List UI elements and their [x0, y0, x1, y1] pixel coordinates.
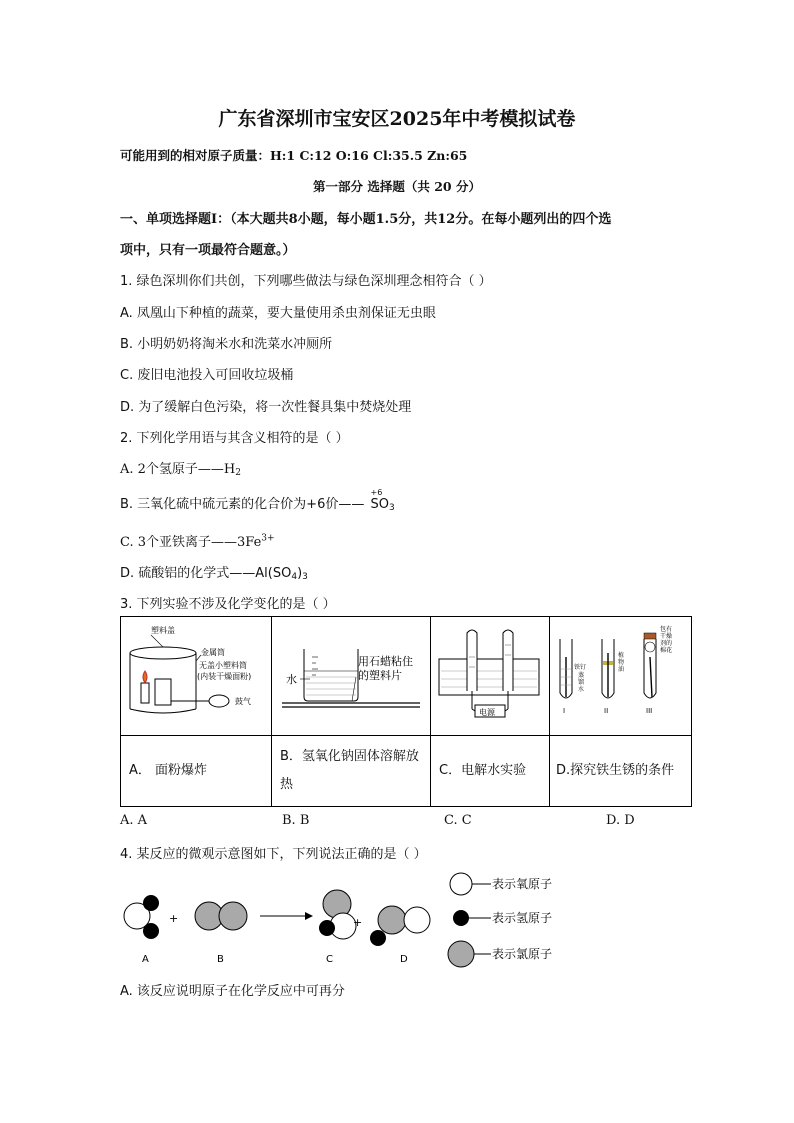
- iron-rust-test-tubes-diagram: [550, 617, 691, 731]
- svg-text:电源: 电源: [479, 708, 495, 717]
- q4-stem: 4. 某反应的微观示意图如下，下列说法正确的是（ ）: [120, 847, 427, 862]
- water-electrolysis-diagram: [431, 617, 549, 731]
- q1-option-b: B. 小明奶奶将淘米水和洗菜水冲厕所: [120, 337, 333, 352]
- svg-text:的塑料片: 的塑料片: [358, 669, 402, 682]
- reaction-micro-diagram: [115, 868, 575, 972]
- svg-text:+: +: [353, 916, 363, 929]
- svg-text:III: III: [646, 707, 653, 715]
- q1-option-a: A. 凤凰山下种植的蔬菜，要大量使用杀虫剂保证无虫眼: [120, 306, 436, 321]
- q3-answer-d: D. D: [606, 813, 635, 828]
- svg-text:表示氯原子: 表示氯原子: [492, 947, 553, 961]
- svg-text:金属筒: 金属筒: [201, 648, 225, 657]
- svg-text:馏: 馏: [578, 679, 585, 686]
- q3-caption-d: D.探究铁生锈的条件: [550, 736, 692, 807]
- svg-text:表示氧原子: 表示氧原子: [492, 877, 553, 891]
- svg-text:塑料盖: 塑料盖: [151, 626, 175, 635]
- q3-caption-b: B．氢氧化钠固体溶解放热: [272, 736, 431, 807]
- q3-image-d: [550, 617, 692, 736]
- atomic-masses: 可能用到的相对原子质量：H:1 C:12 O:16 Cl:35.5 Zn:65: [120, 148, 468, 163]
- section-heading-line2: 项中，只有一项最符合题意。）: [120, 243, 296, 258]
- q3-caption-c: C．电解水实验: [431, 736, 550, 807]
- q3-image-b: [272, 617, 431, 736]
- q3-answer-b: B. B: [282, 813, 310, 828]
- svg-text:棉花: 棉花: [660, 647, 673, 654]
- svg-text:水: 水: [286, 673, 297, 686]
- svg-text:剂的: 剂的: [660, 640, 673, 647]
- naoh-dissolving-diagram: [272, 617, 430, 731]
- q2-stem: 2. 下列化学用语与其含义相符的是（ ）: [120, 431, 349, 446]
- q4-option-a: A. 该反应说明原子在化学反应中可再分: [120, 984, 345, 999]
- q3-stem: 3. 下列实验不涉及化学变化的是（ ）: [120, 597, 336, 612]
- svg-text:B: B: [217, 954, 224, 965]
- q3-answer-c: C. C: [444, 813, 472, 828]
- svg-text:C: C: [326, 954, 333, 965]
- q1-stem: 1. 绿色深圳你们共创，下列哪些做法与绿色深圳理念相符合（ ）: [120, 274, 492, 289]
- svg-text:用石蜡粘住: 用石蜡粘住: [358, 655, 413, 668]
- svg-text:干燥: 干燥: [660, 633, 673, 640]
- q2-option-b: B. 三氧化硫中硫元素的化合价为+6价—— +6 $SO_3$: [120, 488, 395, 513]
- section-heading-line1: 一、单项选择题Ⅰ：（本大题共8小题，每小题1.5分，共12分。在每小题列出的四个选: [120, 212, 612, 227]
- page-title: 广东省深圳市宝安区2025年中考模拟试卷: [218, 108, 576, 130]
- svg-text:D: D: [400, 954, 408, 965]
- svg-text:物: 物: [618, 659, 625, 666]
- q1-option-d: D. 为了缓解白色污染，将一次性餐具集中焚烧处理: [120, 400, 412, 415]
- svg-text:表示氢原子: 表示氢原子: [492, 911, 553, 925]
- svg-text:鼓气: 鼓气: [235, 697, 251, 706]
- svg-text:油: 油: [618, 666, 625, 673]
- q2-option-a: A. 2个氢原子$——H_2$: [120, 462, 241, 478]
- part-heading: 第一部分 选择题（共 20 分）: [313, 179, 481, 194]
- svg-text:水: 水: [578, 686, 585, 693]
- q3-caption-a: A． 面粉爆炸: [121, 736, 272, 807]
- q3-image-a: [121, 617, 272, 736]
- svg-text:II: II: [604, 707, 609, 715]
- q3-image-c: [431, 617, 550, 736]
- svg-text:(内装干燥面粉): (内装干燥面粉): [197, 672, 252, 681]
- flour-explosion-diagram: [121, 617, 271, 731]
- q2-option-c: C. 3个亚铁离子$——3Fe^{3+}$: [120, 533, 275, 550]
- svg-text:I: I: [563, 707, 566, 715]
- q2-option-d: D. 硫酸铝的化学式$——Al(SO_4)_3$: [120, 566, 308, 582]
- svg-text:铁钉: 铁钉: [574, 664, 587, 671]
- q3-answer-a: A. A: [120, 813, 148, 828]
- q3-experiment-table: [120, 616, 692, 807]
- svg-text:蒸: 蒸: [578, 672, 585, 679]
- svg-text:+: +: [169, 912, 179, 925]
- svg-text:A: A: [142, 954, 149, 965]
- svg-text:植: 植: [618, 652, 625, 659]
- q1-option-c: C. 废旧电池投入可回收垃圾桶: [120, 368, 294, 383]
- svg-text:无盖小塑料筒: 无盖小塑料筒: [199, 661, 247, 670]
- svg-text:包有: 包有: [660, 626, 673, 633]
